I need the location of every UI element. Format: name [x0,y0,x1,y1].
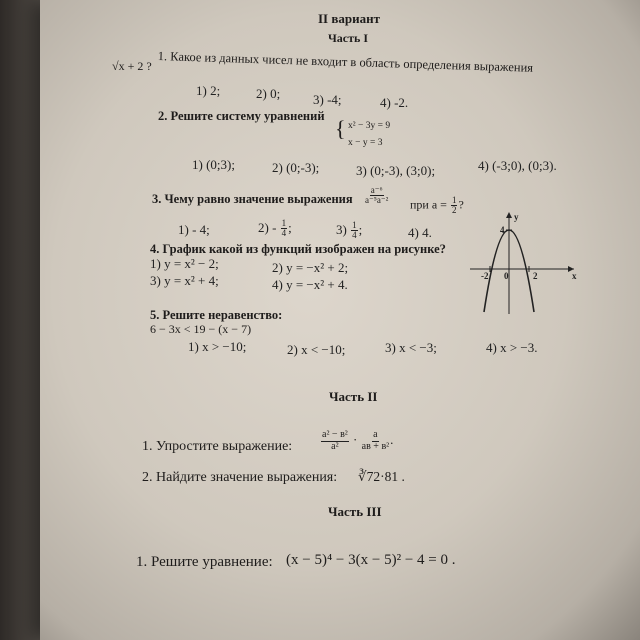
p2-q1-numerator-1: a² − в² [322,429,348,440]
p2-q1-text: 1. Упростите выражение: [142,439,293,454]
q3-option-2 [258,219,292,239]
q2-option-2: 2) (0;-3); [272,160,320,175]
y-axis-label: y [514,212,519,222]
q1-option-2: 2) 0; [256,86,281,101]
p2-q1-dot: · [353,431,358,447]
q3-condition-end: ? [458,197,464,212]
q3-option-3-end: ; [358,221,363,237]
q3-option-1: 1) - 4; [178,222,210,237]
part3-title: Часть III [328,504,382,519]
q3-denominator: a⁻⁵a⁻² [365,195,389,206]
q5-text: 5. Решите неравенство: [150,308,283,322]
q2-option-4: 4) (-3;0), (0;3). [478,158,557,173]
q3-option-4: 4) 4. [408,225,432,240]
q4-option-2: 2) y = −x² + 2; [272,260,349,275]
q4-text: 4. График какой из функций изображен на рисунке? [150,242,446,256]
tick-label-0: 0 [504,271,509,281]
q4-option-3: 3) y = x² + 4; [150,273,219,288]
q3-condition-denominator: 2 [451,205,457,216]
system-brace: { [335,116,346,141]
tick-label-2: 2 [533,271,538,281]
tick-label-neg2: -2 [481,271,489,281]
q1-text: 1. Какое из данных чисел не входит в область определения выражения [157,49,534,75]
p2-q2-text: 2. Найдите значение выражения: [142,470,338,485]
q3-condition-numerator: 1 [451,195,457,205]
q1-option-1: 1) 2; [196,83,221,98]
q3-text: 3. Чему равно значение выражения [152,192,353,206]
p2-q1-expression [320,430,393,452]
p3-q1-text: 1. Решите уравнение: [136,554,273,570]
tick-label-4: 4 [500,225,505,235]
q5-option-4: 4) x > −3. [486,340,538,355]
q3-condition-label: при a = [410,197,447,212]
p2-q2-expression: ∛72·81 . [358,469,405,484]
p2-q1-end: . [390,431,394,447]
q3-option-3-label: 3) [336,221,347,237]
part2-title: Часть II [329,389,378,404]
q3-expression [364,186,389,206]
q2-equation-2: x − y = 3 [348,138,383,148]
q3-option-2-denominator: 4 [281,228,287,239]
p2-q1-denominator-1: a² [331,440,339,452]
q3-condition [410,196,464,216]
p2-q1-denominator-2: aв + в² [361,440,390,452]
y-axis-arrow [506,212,512,218]
q3-option-3 [336,221,362,241]
q2-text: 2. Решите систему уравнений [158,109,325,123]
q3-option-2-label: 2) - [258,219,277,235]
q1-expression: √x + 2 ? [112,59,152,73]
q5-option-3: 3) x < −3; [385,340,437,355]
q2-option-3: 3) (0;-3), (3;0); [356,163,436,178]
q2-option-1: 1) (0;3); [192,157,235,172]
q2-equation-1: x² − 3y = 9 [348,121,391,131]
variant-title: II вариант [318,11,380,26]
q1-option-4: 4) -2. [380,95,409,110]
q3-option-3-numerator: 1 [352,220,357,230]
q4-option-4: 4) y = −x² + 4. [272,277,348,292]
x-axis-label: x [572,271,577,281]
q3-numerator: a⁻⁶ [370,185,383,195]
q3-option-2-numerator: 1 [281,218,287,228]
part1-title: Часть I [328,31,369,45]
q1-option-3: 3) -4; [313,92,342,107]
p2-q1-numerator-2: a [373,429,378,440]
q5-expression: 6 − 3x < 19 − (x − 7) [150,322,252,336]
q3-option-3-denominator: 4 [352,230,357,241]
parabola-graph [462,208,582,318]
q4-option-1: 1) y = x² − 2; [150,256,219,271]
q5-option-1: 1) x > −10; [188,339,247,354]
q3-option-2-end: ; [288,219,292,235]
p3-q1-expression: (x − 5)⁴ − 3(x − 5)² − 4 = 0 . [286,552,456,568]
q5-option-2: 2) x < −10; [287,342,346,357]
